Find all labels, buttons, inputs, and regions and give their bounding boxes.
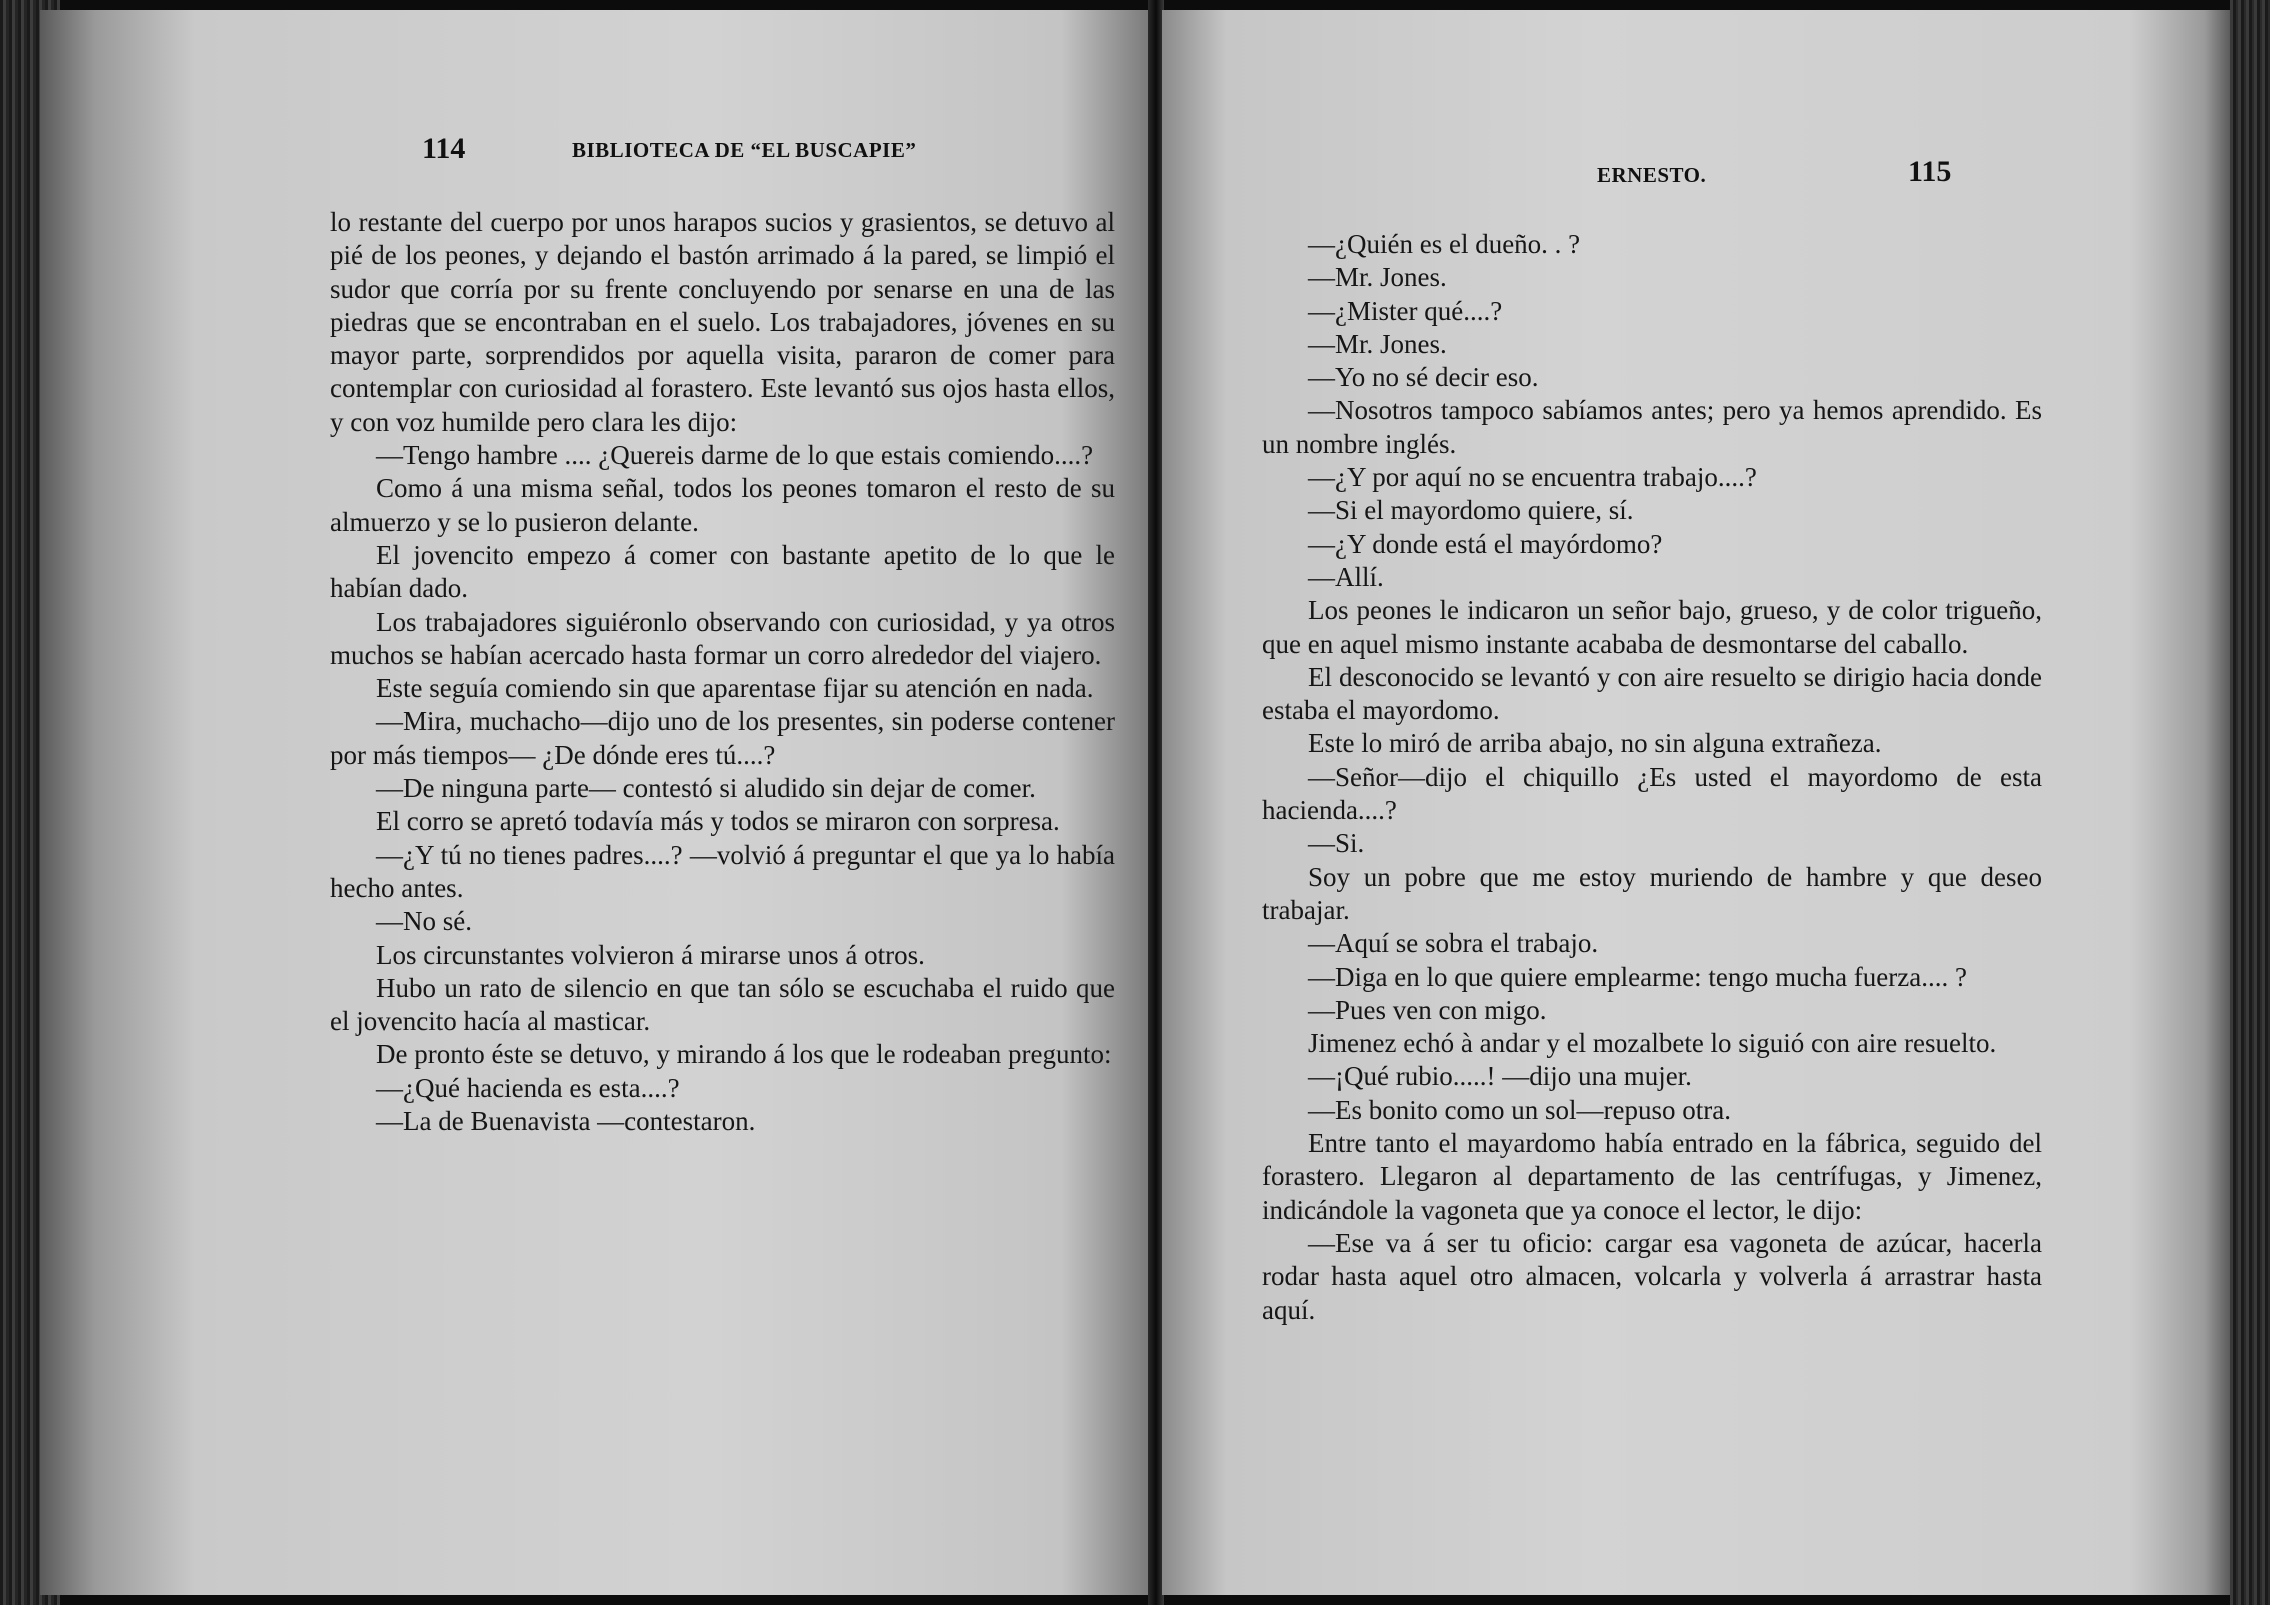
left-running-head: BIBLIOTECA DE “EL BUSCAPIE” bbox=[572, 138, 917, 162]
paragraph: El corro se apretó todavía más y todos se miraron con sorpresa. bbox=[376, 806, 1060, 837]
paragraph: lo restante del cuerpo por unos harapos sucios y grasientos, se detuvo al pié de los peones, y dejando el bastón arrimado á la pared, se limpió el sudor que corría por su frente concluyendo por senarse en una de las piedras que se encontraban en el suelo. Los trabajadores, jóvenes en su mayor parte, sorprendidos por aquella visita, pararon de comer para contemplar con curiosidad al forastero. Este levantó sus ojos hasta ellos, y con voz humilde pero clara les dijo: bbox=[330, 207, 1115, 437]
left-page-text bbox=[330, 206, 1115, 1138]
left-page bbox=[40, 10, 1150, 1595]
paragraph: Hubo un rato de silencio en que tan sólo se escuchaba el ruido que el jovencito hacía al masticar. bbox=[330, 972, 1115, 1037]
paragraph: —Diga en lo que quiere emplearme: tengo mucha fuerza.... ? bbox=[1308, 961, 1967, 992]
paragraph: Soy un pobre que me estoy muriendo de hambre y que deseo trabajar. bbox=[1262, 861, 2042, 925]
right-page bbox=[1162, 10, 2237, 1595]
left-page-number: 114 bbox=[422, 132, 466, 165]
paragraph: —¿Quién es el dueño. . ? bbox=[1308, 229, 1581, 259]
paragraph: —Pues ven con migo. bbox=[1308, 994, 1547, 1025]
paragraph: —¿Y por aquí no se encuentra trabajo....? bbox=[1308, 462, 1757, 493]
paragraph: Los peones le indicaron un señor bajo, grueso, y de color trigueño, que en aquel mismo instante acababa de desmontarse del caballo. bbox=[1262, 595, 2042, 659]
paragraph: —Yo no sé decir eso. bbox=[1308, 362, 1539, 393]
right-page-header bbox=[1162, 155, 2237, 215]
paragraph: Entre tanto el mayardomo había entrado en la fábrica, seguido del forastero. Llegaron al departamento de las centrífugas, y Jimenez, indicándole la vagoneta que ya conoce el lector, le dijo: bbox=[1262, 1128, 2042, 1225]
paragraph: Jimenez echó à andar y el mozalbete lo siguió con aire resuelto. bbox=[1308, 1028, 1997, 1059]
paragraph: El jovencito empezo á comer con bastante apetito de lo que le habían dado. bbox=[330, 539, 1115, 604]
paragraph: —¿Mister qué....? bbox=[1308, 295, 1503, 326]
paragraph: Los circunstantes volvieron á mirarse unos á otros. bbox=[376, 939, 925, 970]
paragraph: De pronto éste se detuvo, y mirando á los que le rodeaban pregunto: bbox=[376, 1039, 1112, 1070]
paragraph: —Si. bbox=[1308, 828, 1365, 859]
paragraph: —Ese va á ser tu oficio: cargar esa vagoneta de azúcar, hacerla rodar hasta aquel otro almacen, volcarla y volverla á arrastrar hasta aquí. bbox=[1262, 1227, 2042, 1325]
paragraph: El desconocido se levantó y con aire resuelto se dirigio hacia donde estaba el mayordomo. bbox=[1262, 661, 2042, 726]
paragraph: —De ninguna parte— contestó si aludido sin dejar de comer. bbox=[376, 773, 1036, 804]
paragraph: —Nosotros tampoco sabíamos antes; pero ya hemos aprendido. Es un nombre inglés. bbox=[1262, 395, 2042, 459]
paragraph: Este lo miró de arriba abajo, no sin alguna extrañeza. bbox=[1308, 728, 1882, 759]
paragraph: —Mr. Jones. bbox=[1308, 328, 1447, 359]
paragraph: —Aquí se sobra el trabajo. bbox=[1308, 928, 1599, 959]
paragraph: —¿Y donde está el mayórdomo? bbox=[1308, 528, 1663, 559]
right-page-text bbox=[1262, 228, 2042, 1327]
paragraph: —¿Qué hacienda es esta....? bbox=[376, 1072, 680, 1103]
paragraph: —Señor—dijo el chiquillo ¿Es usted el mayordomo de esta hacienda....? bbox=[1262, 761, 2042, 826]
paragraph: —Allí. bbox=[1308, 561, 1384, 592]
paragraph: —Tengo hambre .... ¿Quereis darme de lo que estais comiendo....? bbox=[376, 440, 1094, 471]
paragraph: —Si el mayordomo quiere, sí. bbox=[1308, 495, 1634, 526]
left-page-header bbox=[40, 132, 1150, 192]
right-running-head: ERNESTO. bbox=[1597, 163, 1707, 187]
paragraph: —La de Buenavista —contestaron. bbox=[376, 1106, 756, 1137]
paragraph: —Mr. Jones. bbox=[1308, 262, 1447, 293]
paragraph: —¿Y tú no tienes padres....? —volvió á preguntar el que ya lo había hecho antes. bbox=[330, 839, 1115, 903]
paragraph: Este seguía comiendo sin que aparentase fijar su atención en nada. bbox=[376, 673, 1094, 704]
paragraph: —Es bonito como un sol—repuso otra. bbox=[1308, 1094, 1731, 1125]
paragraph: —¡Qué rubio.....! —dijo una mujer. bbox=[1308, 1061, 1692, 1092]
paragraph: Los trabajadores siguiéronlo observando con curiosidad, y ya otros muchos se habían acercado hasta formar un corro alrededor del viajero. bbox=[330, 606, 1115, 670]
paragraph: —No sé. bbox=[376, 906, 472, 937]
book-edge-right bbox=[2230, 0, 2270, 1605]
right-page-number: 115 bbox=[1908, 155, 1952, 188]
paragraph: Como á una misma señal, todos los peones tomaron el resto de su almuerzo y se lo pusieron delante. bbox=[330, 473, 1115, 537]
paragraph: —Mira, muchacho—dijo uno de los presentes, sin poderse contener por más tiempos— ¿De dónde eres tú....? bbox=[330, 706, 1115, 770]
